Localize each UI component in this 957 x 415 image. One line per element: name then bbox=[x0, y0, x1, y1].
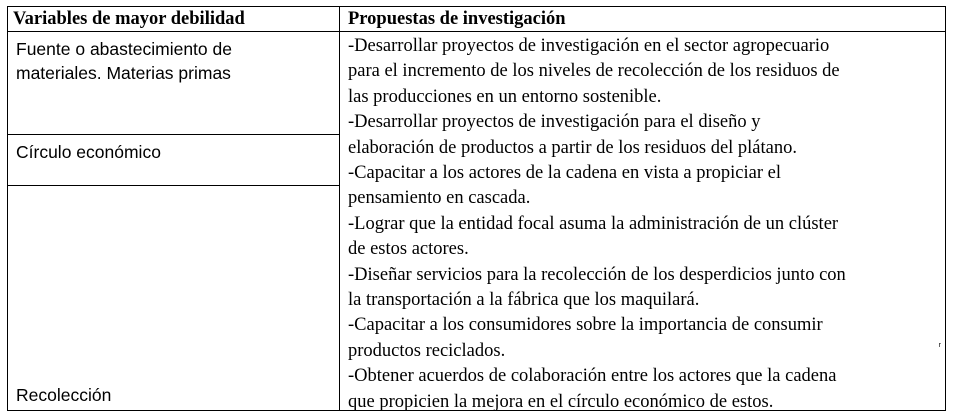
variable-line: Fuente o abastecimiento de bbox=[16, 39, 232, 59]
header-proposals: Propuestas de investigación bbox=[348, 9, 566, 29]
table-header-row bbox=[8, 7, 945, 32]
variable-line: Círculo económico bbox=[16, 142, 161, 162]
proposal-line: -Diseñar servicios para la recolección de los desperdicios junto con bbox=[348, 264, 846, 285]
proposal-line: las producciones en un entorno sostenible. bbox=[348, 86, 662, 107]
proposal-line: -Capacitar a los consumidores sobre la importancia de consumir bbox=[348, 315, 823, 336]
proposal-line: -Desarrollar proyectos de investigación en el sector agropecuario bbox=[348, 36, 830, 56]
proposal-line: -Capacitar a los actores de la cadena en vista a propiciar el bbox=[348, 163, 781, 184]
variable-cell-fuente bbox=[8, 32, 339, 135]
column-divider bbox=[339, 7, 340, 410]
proposal-line: que propicien la mejora en el círculo económico de estos. bbox=[348, 391, 774, 412]
variable-cell-recoleccion bbox=[8, 186, 339, 410]
variable-cell-circulo bbox=[8, 135, 339, 186]
variable-line: materiales. Materias primas bbox=[16, 63, 231, 83]
proposal-line: -Obtener acuerdos de colaboración entre los actores que la cadena bbox=[348, 366, 837, 387]
proposal-line: de estos actores. bbox=[348, 239, 469, 260]
proposals-cell bbox=[348, 34, 940, 415]
proposal-line: para el incremento de los niveles de recolección de los residuos de bbox=[348, 61, 840, 82]
proposal-line: -Lograr que la entidad focal asuma la administración de un clúster bbox=[348, 213, 839, 234]
corner-mark: r bbox=[938, 342, 941, 349]
proposal-line: pensamiento en cascada. bbox=[348, 188, 531, 209]
proposal-line: -Desarrollar proyectos de investigación para el diseño y bbox=[348, 112, 761, 133]
proposal-line: la transportación a la fábrica que los maquilará. bbox=[348, 290, 700, 311]
variable-line: Recolección bbox=[16, 385, 112, 405]
research-table bbox=[7, 6, 946, 411]
header-variables: Variables de mayor debilidad bbox=[13, 9, 245, 29]
proposal-line: productos reciclados. bbox=[348, 340, 506, 361]
proposal-line: elaboración de productos a partir de los residuos del plátano. bbox=[348, 137, 797, 158]
